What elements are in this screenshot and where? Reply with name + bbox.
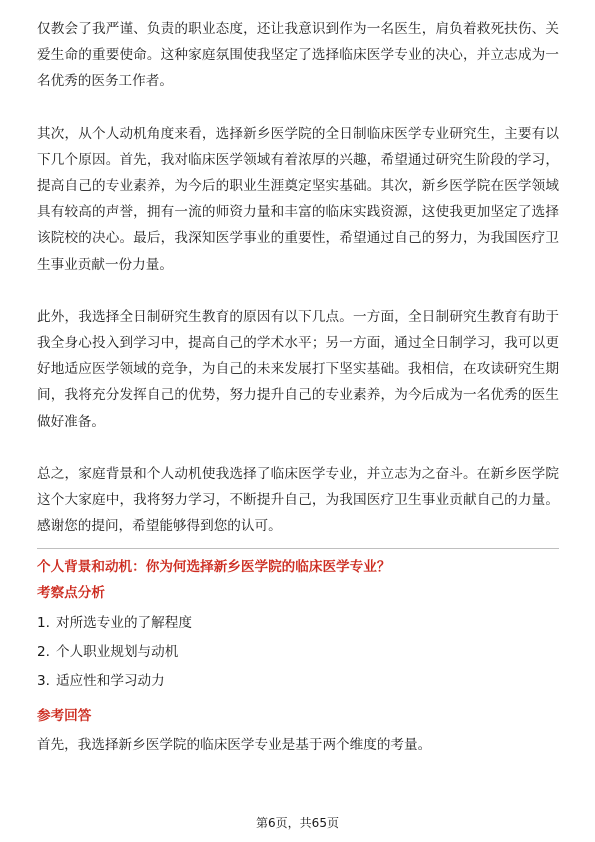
- document-page: [37, 16, 559, 758]
- body-paragraph-4: 总之，家庭背景和个人动机使我选择了临床医学专业，并立志为之奋斗。在新乡医学院这个大家庭中，我将努力学习，不断提升自己，为我国医疗卫生事业贡献自己的力量。感谢您的提问，希望能够得到您的认可。: [37, 465, 559, 535]
- analysis-point-list: [37, 609, 559, 696]
- list-item-number: 1.: [37, 615, 50, 632]
- list-item-number: 3.: [37, 673, 50, 690]
- list-item-text: 对所选专业的了解程度: [55, 615, 192, 632]
- section-divider: [37, 548, 559, 549]
- answer-text: 首先，我选择新乡医学院的临床医学专业是基于两个维度的考量。: [37, 737, 432, 754]
- body-paragraph-1: 仅教会了我严谨、负责的职业态度，还让我意识到作为一名医生，肩负着救死扶伤、关爱生命的重要使命。这种家庭氛围使我坚定了选择临床医学专业的决心，并立志成为一名优秀的医务工作者。: [37, 21, 559, 90]
- page-footer: 第6页，共65页: [256, 816, 339, 830]
- paragraph-gap: [37, 95, 559, 121]
- analysis-heading: 考察点分析: [37, 585, 105, 602]
- question-title: 个人背景和动机：你为何选择新乡医学院的临床医学专业？: [37, 559, 391, 576]
- answer-heading: 参考回答: [37, 708, 92, 725]
- list-item-text: 适应性和学习动力: [55, 673, 165, 690]
- body-paragraph-3: 此外，我选择全日制研究生教育的原因有以下几点。一方面，全日制研究生教育有助于我全身心投入到学习中，提高自己的学术水平；另一方面，通过全日制学习，我可以更好地适应医学领域的竞争，为自己的未来发展打下坚实基础。我相信，在攻读研究生期间，我将充分发挥自己的优势，努力提升自己的专业素养，为今后成为一名优秀的医生做好准备。: [37, 308, 559, 430]
- list-item: [37, 667, 559, 696]
- paragraph-gap: [37, 435, 559, 461]
- body-paragraph-2: 其次，从个人动机角度来看，选择新乡医学院的全日制临床医学专业研究生，主要有以下几个原因。首先，我对临床医学领域有着浓厚的兴趣，希望通过研究生阶段的学习，提高自己的专业素养，为今后的职业生涯奠定坚实基础。其次，新乡医学院在医学领域具有较高的声誉，拥有一流的师资力量和丰富的临床实践资源，这使我更加坚定了选择该院校的决心。最后，我深知医学事业的重要性，希望通过自己的努力，为我国医疗卫生事业贡献一份力量。: [37, 125, 559, 273]
- list-item-number: 2.: [37, 644, 50, 661]
- list-item-text: 个人职业规划与动机: [55, 644, 179, 661]
- list-item: [37, 609, 559, 638]
- paragraph-gap: [37, 278, 559, 304]
- list-item: [37, 638, 559, 667]
